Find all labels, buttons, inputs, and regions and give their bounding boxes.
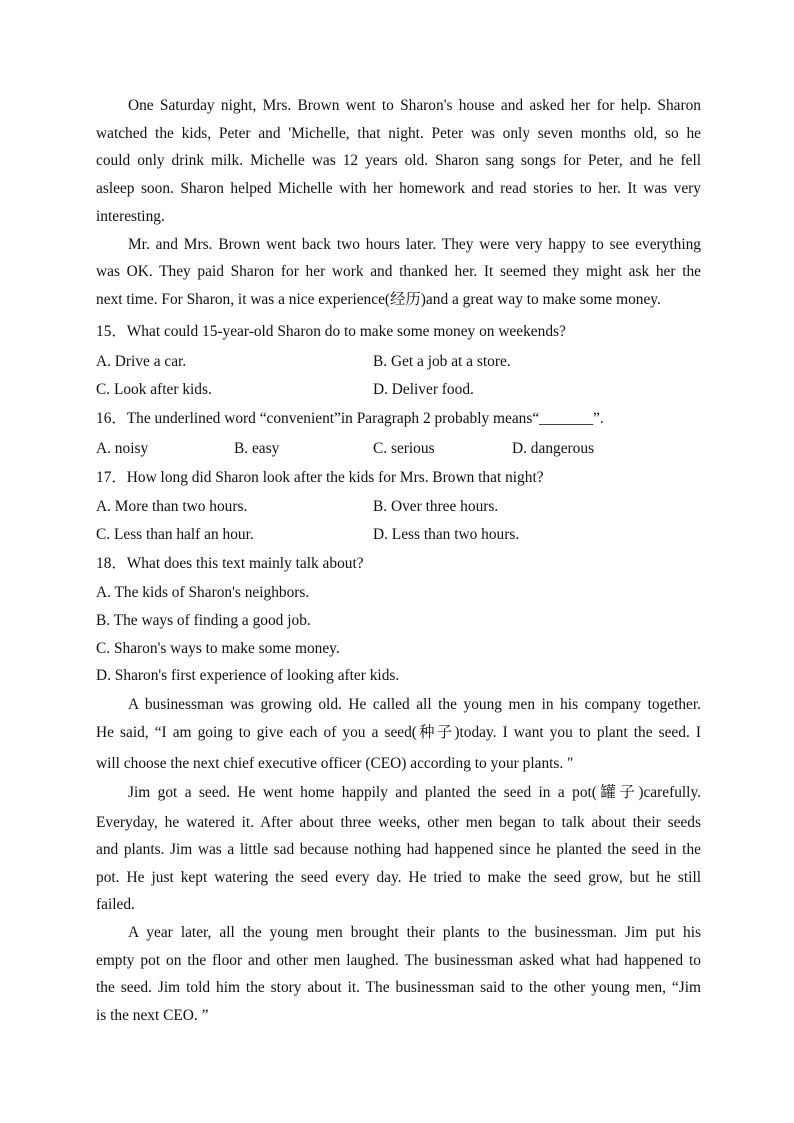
question-16-option-a: A. noisy	[96, 440, 149, 457]
passage2-para1-line2: He said, “I am going to give each of you a seed(种子)today. I want you to plant the seed. I	[96, 724, 701, 741]
passage1-para1-line2: watched the kids, Peter and 'Michelle, that night. Peter was only seven months old, so he	[96, 125, 701, 142]
question-16-stem: 16．The underlined word “convenient”in Paragraph 2 probably means“_______”.	[96, 410, 604, 427]
passage2-para1-line3: will choose the next chief executive officer (CEO) according to your plants. "	[96, 755, 574, 772]
question-15-option-a: A. Drive a car.	[96, 353, 187, 370]
passage1-para2-line2: was OK. They paid Sharon for her work and thanked her. It seemed they might ask her the	[96, 263, 701, 280]
passage2-para2-line3: and plants. Jim was a little sad because nothing had happened since he planted the seed in the	[96, 841, 701, 858]
passage2-para2-line4: pot. He just kept watering the seed every day. He tried to make the seed grow, but he still	[96, 869, 701, 886]
passage1-para1-line5: interesting.	[96, 208, 165, 225]
question-16-option-c: C. serious	[373, 440, 435, 457]
passage2-para3-line3: the seed. Jim told him the story about it. The businessman said to the other young men, “Jim	[96, 979, 701, 996]
question-17-option-d: D. Less than two hours.	[373, 526, 520, 543]
passage1-para2-line3: next time. For Sharon, it was a nice experience(经历)and a great way to make some money.	[96, 291, 661, 308]
passage2-para3-line1: A year later, all the young men brought their plants to the businessman. Jim put his	[128, 924, 701, 941]
question-17-option-a: A. More than two hours.	[96, 498, 248, 515]
passage2-para2-line5: failed.	[96, 896, 135, 913]
question-18-option-c: C. Sharon's ways to make some money.	[96, 640, 340, 657]
passage1-para2-line1: Mr. and Mrs. Brown went back two hours later. They were very happy to see everything	[128, 236, 701, 253]
passage2-para2-line2: Everyday, he watered it. After about three weeks, other men began to talk about their seeds	[96, 814, 701, 831]
question-16-option-d: D. dangerous	[512, 440, 595, 457]
passage2-para3-line4: is the next CEO. ”	[96, 1007, 209, 1024]
passage1-para1-line1: One Saturday night, Mrs. Brown went to Sharon's house and asked her for help. Sharon	[128, 97, 701, 114]
question-18-option-d: D. Sharon's first experience of looking after kids.	[96, 667, 400, 684]
passage1-para1-line4: asleep soon. Sharon helped Michelle with her homework and read stories to her. It was very	[96, 180, 701, 197]
question-18-option-a: A. The kids of Sharon's neighbors.	[96, 584, 310, 601]
question-15-option-b: B. Get a job at a store.	[373, 353, 511, 370]
passage2-para3-line2: empty pot on the floor and other men laughed. The businessman asked what had happened to	[96, 952, 701, 969]
question-15-option-d: D. Deliver food.	[373, 381, 474, 398]
question-18-option-b: B. The ways of finding a good job.	[96, 612, 311, 629]
question-16-option-b: B. easy	[234, 440, 280, 457]
passage1-para1-line3: could only drink milk. Michelle was 12 years old. Sharon sang songs for Peter, and he fell	[96, 152, 701, 169]
question-17-option-b: B. Over three hours.	[373, 498, 499, 515]
passage2-para1-line1: A businessman was growing old. He called all the young men in his company together.	[128, 696, 701, 713]
question-17-option-c: C. Less than half an hour.	[96, 526, 254, 543]
question-15-option-c: C. Look after kids.	[96, 381, 212, 398]
question-17-stem: 17．How long did Sharon look after the kids for Mrs. Brown that night?	[96, 469, 544, 486]
passage2-para2-line1: Jim got a seed. He went home happily and planted the seed in a pot(罐子)carefully.	[128, 784, 701, 801]
question-15-stem: 15．What could 15-year-old Sharon do to make some money on weekends?	[96, 323, 566, 340]
question-18-stem: 18．What does this text mainly talk about?	[96, 555, 364, 572]
